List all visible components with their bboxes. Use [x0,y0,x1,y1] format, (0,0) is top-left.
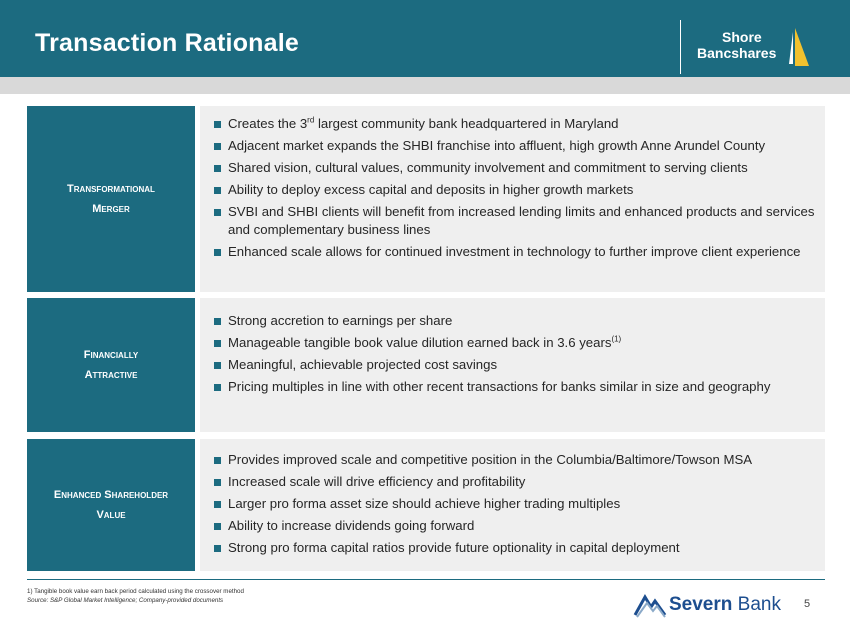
footnote-1: 1) Tangible book value earn back period calculated using the crossover method [27,588,244,595]
square-bullet-icon [214,479,221,486]
bullet-item: Strong accretion to earnings per share [200,312,817,330]
source-note: Source: S&P Global Market Intelligence; Company-provided documents [27,597,224,604]
bullet-item: Ability to deploy excess capital and deposits in higher growth markets [200,181,817,199]
bullet-item: Enhanced scale allows for continued investment in technology to further improve client experience [200,243,817,261]
square-bullet-icon [214,384,221,391]
section-label [27,439,195,571]
section-enhanced-shareholder-value [27,439,825,571]
square-bullet-icon [214,340,221,347]
page-number: 5 [804,598,811,610]
square-bullet-icon [214,121,221,128]
section-label-line2: Value [96,509,126,521]
section-label-line2: Merger [92,203,130,215]
square-bullet-icon [214,457,221,464]
severn-bank-logo-icon [633,591,667,619]
bullet-item: Pricing multiples in line with other recent transactions for banks similar in size and geography [200,378,817,396]
shore-bancshares-logo [697,26,812,70]
section-label-line2: Attractive [84,369,138,381]
bullet-item: Shared vision, cultural values, community involvement and commitment to serving clients [200,159,817,177]
square-bullet-icon [214,249,221,256]
section-body [200,439,825,571]
section-label-line1: Transformational [67,183,155,195]
logo-line2: Bancshares [697,45,777,61]
square-bullet-icon [214,362,221,369]
bullet-item: Provides improved scale and competitive position in the Columbia/Baltimore/Towson MSA [200,451,817,469]
bullet-item: Strong pro forma capital ratios provide future optionality in capital deployment [200,539,817,557]
bullet-item: Larger pro forma asset size should achieve higher trading multiples [200,495,817,513]
section-label-line1: Enhanced Shareholder [53,489,169,501]
section-financially-attractive [27,298,825,432]
square-bullet-icon [214,523,221,530]
bullet-list [200,115,817,265]
header-divider [680,20,681,74]
severn-bank-logo [633,591,788,621]
sailboat-logo-icon [789,26,811,70]
bullet-item: SVBI and SHBI clients will benefit from increased lending limits and enhanced products and services and complementary business lines [200,203,817,239]
severn-bank-wordmark: Severn Bank [669,594,781,615]
bullet-item: Creates the 3rd largest community bank headquartered in Maryland [200,115,817,133]
square-bullet-icon [214,165,221,172]
bullet-item: Increased scale will drive efficiency and profitability [200,473,817,491]
bullet-item: Ability to increase dividends going forward [200,517,817,535]
bullet-item: Meaningful, achievable projected cost savings [200,356,817,374]
square-bullet-icon [214,501,221,508]
square-bullet-icon [214,318,221,325]
square-bullet-icon [214,187,221,194]
bullet-list [200,312,817,400]
footer-rule [27,579,825,580]
bullet-item: Adjacent market expands the SHBI franchise into affluent, high growth Anne Arundel County [200,137,817,155]
square-bullet-icon [214,143,221,150]
section-body [200,106,825,292]
slide-title: Transaction Rationale [35,29,299,57]
bullet-list [200,451,817,561]
section-label-line1: Financially [83,349,139,361]
square-bullet-icon [214,545,221,552]
square-bullet-icon [214,209,221,216]
header-grey-band [0,77,850,94]
section-label [27,106,195,292]
slide-header [0,0,850,77]
bullet-item: Manageable tangible book value dilution earned back in 3.6 years$^{(1)}$ [200,334,817,352]
section-label [27,298,195,432]
logo-line1: Shore [722,29,762,45]
section-transformational-merger [27,106,825,292]
section-body [200,298,825,432]
